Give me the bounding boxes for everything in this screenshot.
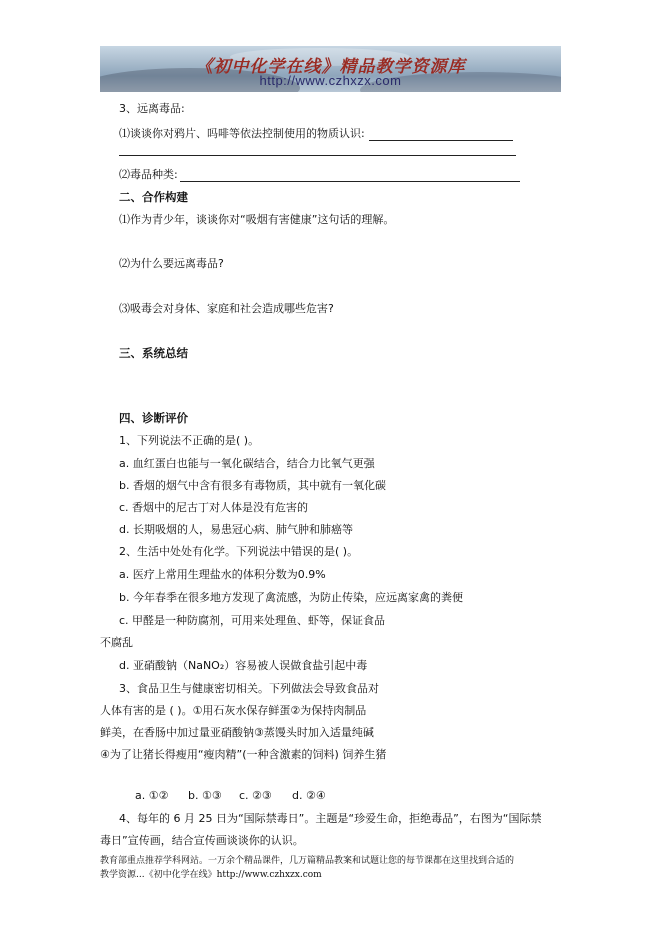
option-c-continued: 不腐乱 (100, 636, 133, 649)
header-banner (100, 46, 561, 92)
option-d: d. ②④ (292, 789, 326, 802)
question-stem: 1、下列说法不正确的是( )。 (119, 434, 260, 447)
question-stem: ④为了让猪长得瘦用“瘦肉精”(一种含激素的饲料) 饲养生猪 (100, 748, 387, 761)
question-line (119, 166, 520, 182)
option-d: d. 长期吸烟的人，易患冠心病、肺气肿和肺癌等 (119, 523, 353, 536)
section-heading: 四、诊断评价 (119, 411, 188, 425)
section-heading: 三、系统总结 (119, 346, 188, 360)
option-b: b. 今年春季在很多地方发现了禽流感，为防止传染，应远离家禽的粪便 (119, 591, 463, 604)
answer-blank (180, 169, 520, 182)
option-c: c. ②③ (239, 789, 272, 802)
question-stem: 4、每年的 6 月 25 日为“国际禁毒日”。主题是“珍爱生命，拒绝毒品”，右图为“国际禁 (119, 812, 542, 825)
question-stem: 2、生活中处处有化学。下列说法中错误的是( )。 (119, 545, 359, 558)
answer-blank (369, 128, 513, 141)
banner-title: 《初中化学在线》精品教学资源库 (195, 57, 466, 77)
option-a: a. 医疗上常用生理盐水的体积分数为0.9% (119, 568, 326, 581)
question-stem: 人体有害的是 ( )。①用石灰水保存鲜蛋②为保持肉制品 (100, 704, 367, 717)
question-stem: 毒日”宣传画，结合宣传画谈谈你的认识。 (100, 834, 304, 847)
option-b: b. ①③ (188, 789, 222, 802)
option-c: c. 甲醛是一种防腐剂，可用来处理鱼、虾等，保证食品 (119, 614, 386, 627)
option-a: a. ①② (135, 789, 169, 802)
option-a: a. 血红蛋白也能与一氧化碳结合，结合力比氧气更强 (119, 457, 375, 470)
banner-url[interactable]: http://www.czhxzx.com (259, 73, 402, 88)
option-d: d. 亚硝酸钠（NaNO₂）容易被人误做食盐引起中毒 (119, 659, 368, 672)
page-footer (100, 854, 570, 882)
section-heading: 二、合作构建 (119, 190, 188, 204)
question-stem: 3、食品卫生与健康密切相关。下列做法会导致食品对 (119, 682, 379, 695)
option-c: c. 香烟中的尼古丁对人体是没有危害的 (119, 501, 309, 514)
question-text: ⑶吸毒会对身体、家庭和社会造成哪些危害? (119, 302, 334, 315)
answer-line (119, 155, 516, 156)
question-text: ⑵毒品种类: (119, 168, 178, 181)
footer-line[interactable]: 教学资源...《初中化学在线》http://www.czhxzx.com (100, 870, 322, 880)
question-text: ⑴谈谈你对鸦片、吗啡等依法控制使用的物质认识: (119, 127, 365, 140)
option-b: b. 香烟的烟气中含有很多有毒物质，其中就有一氧化碳 (119, 479, 386, 492)
question-line (119, 125, 513, 141)
question-text: ⑴作为青少年，谈谈你对“吸烟有害健康”这句话的理解。 (119, 213, 395, 226)
footer-line: 教育部重点推荐学科网站。一万余个精品课件，几万篇精品教案和试题让您的每节课都在这里找到合适的 (100, 856, 515, 866)
question-text: ⑵为什么要远离毒品? (119, 257, 224, 270)
section-heading: 3、远离毒品: (119, 102, 185, 115)
question-stem: 鲜美，在香肠中加过量亚硝酸钠③蒸馒头时加入适量纯碱 (100, 726, 374, 739)
